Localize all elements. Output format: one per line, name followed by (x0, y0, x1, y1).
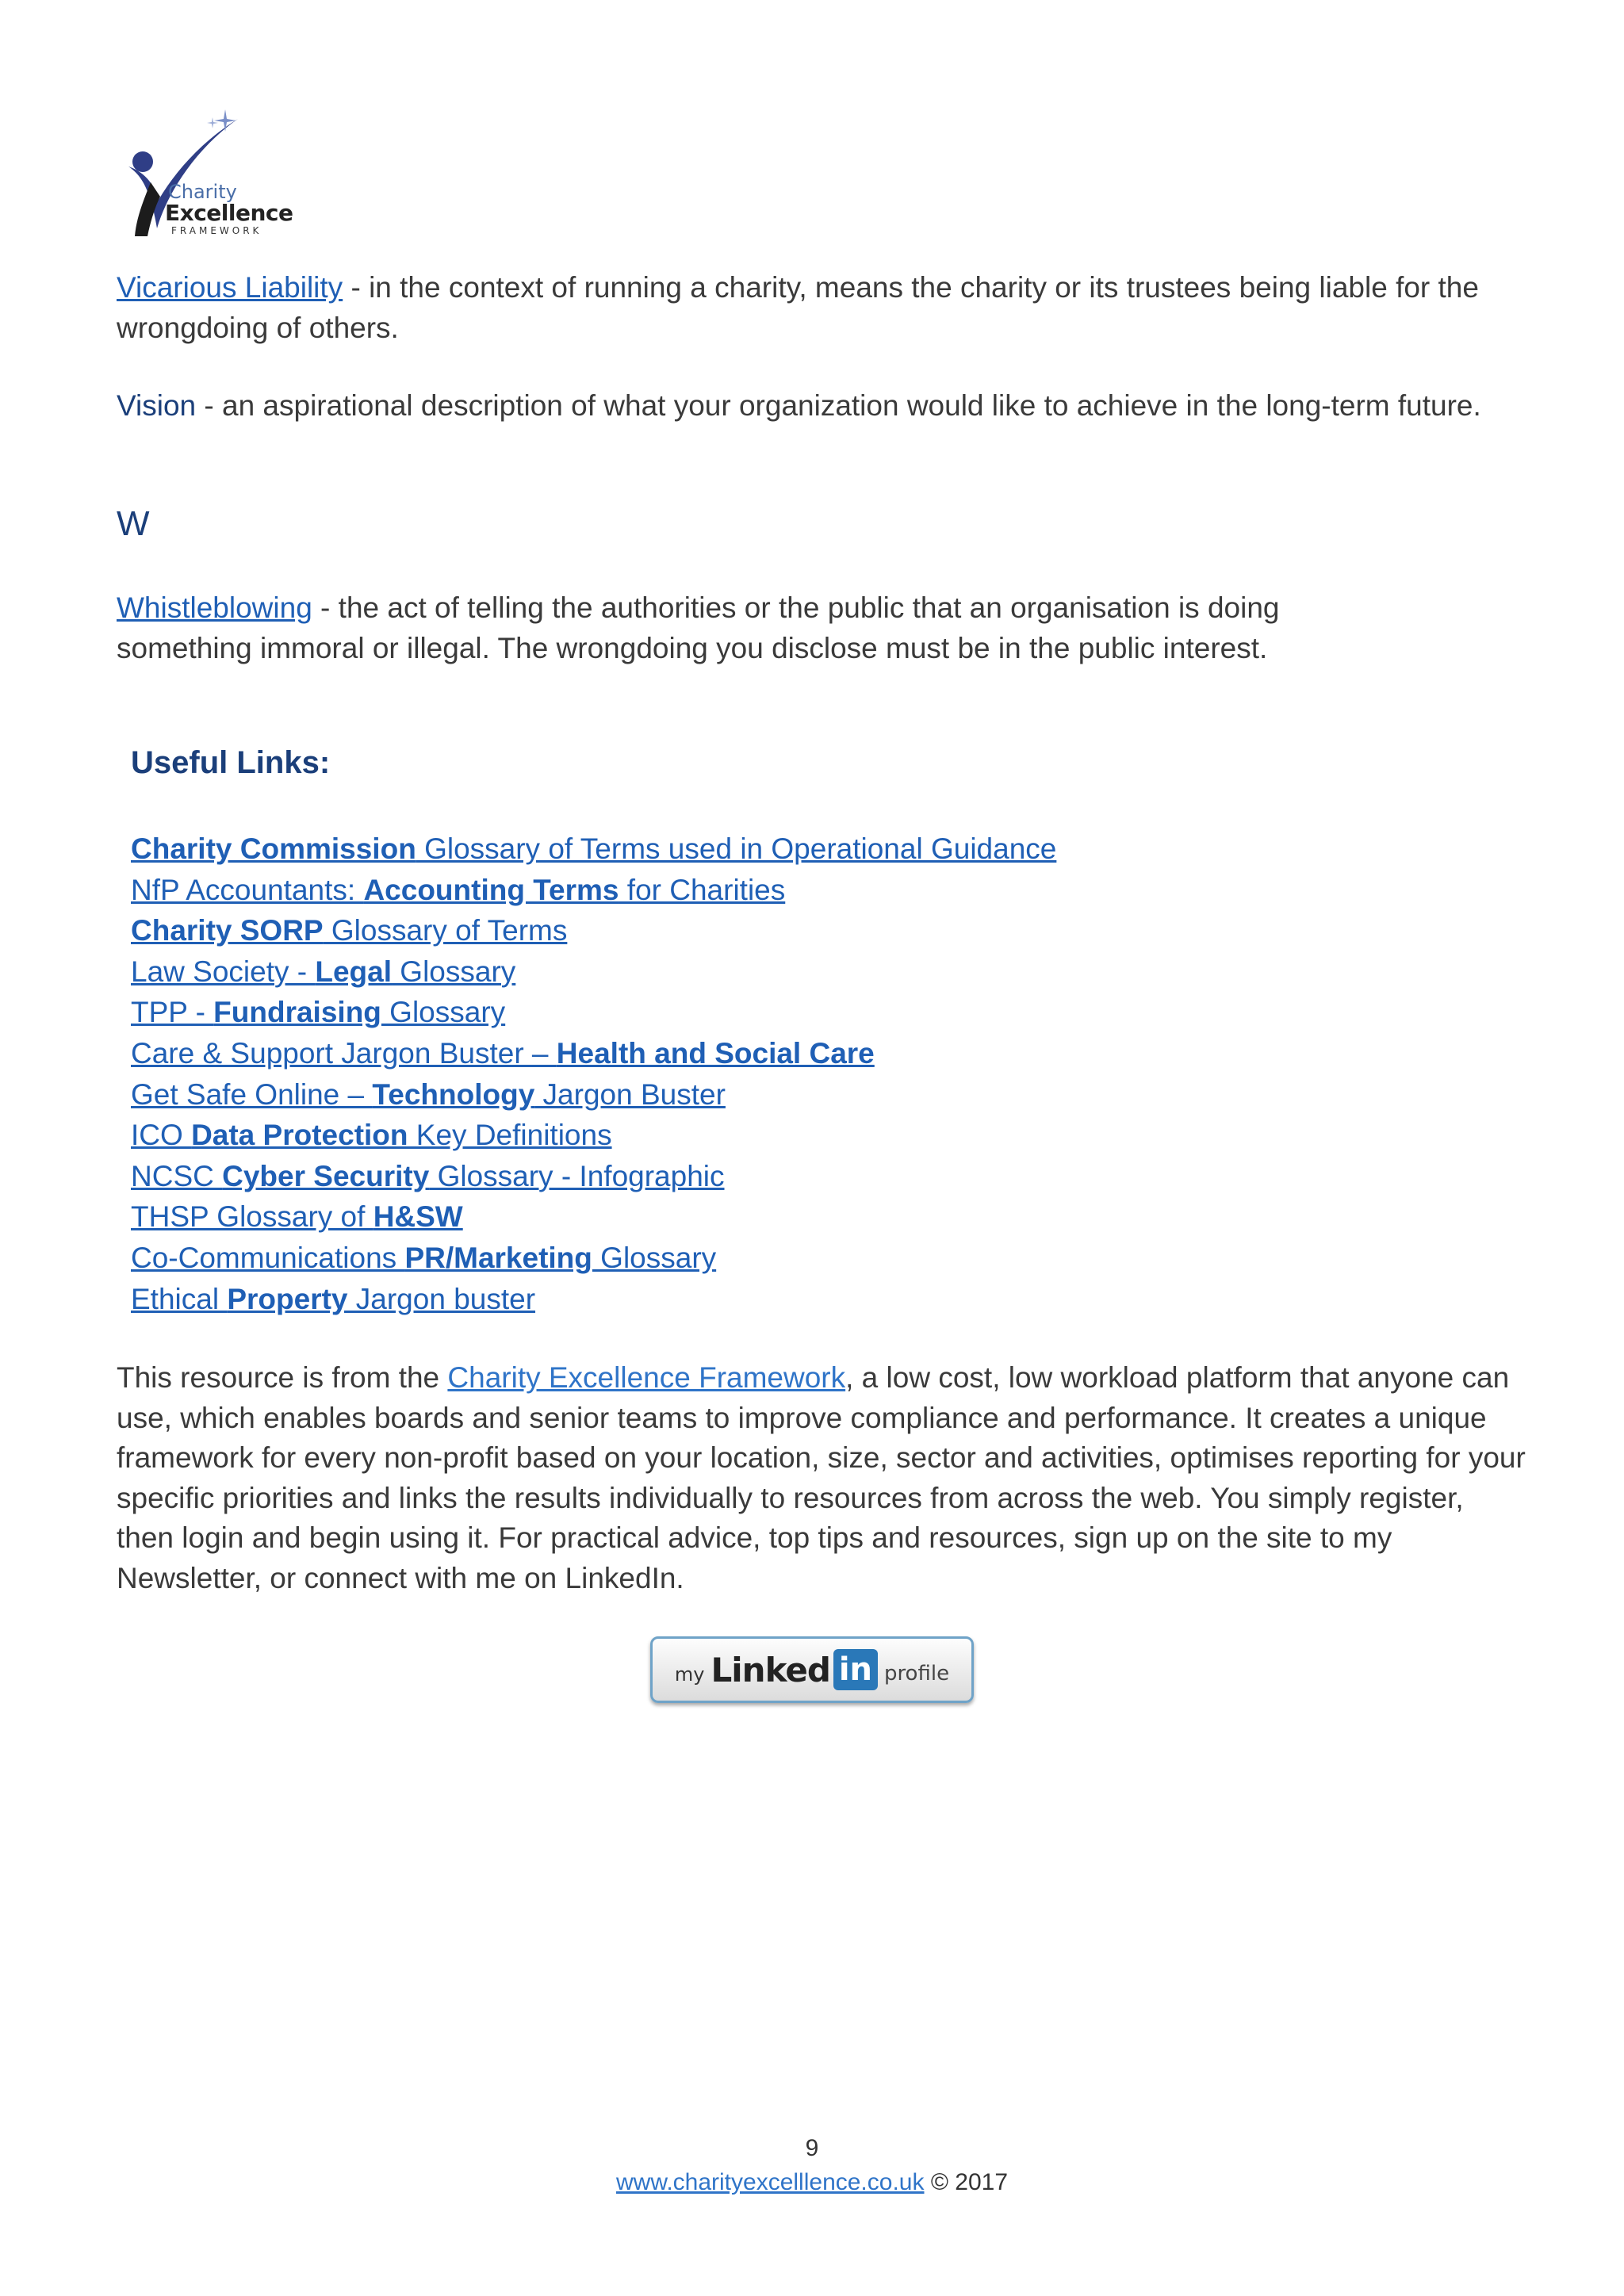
letter-heading-w: W (117, 504, 150, 543)
linkedin-my-text: my (674, 1663, 705, 1686)
logo-text-framework: FRAMEWORK (171, 225, 262, 236)
list-item (131, 870, 1056, 911)
link-health-social-care[interactable]: Care & Support Jargon Buster – Health and Social Care (131, 1036, 875, 1070)
definition-text: - an aspirational description of what your organization would like to achieve in the long-term future. (196, 389, 1481, 422)
definition-text: - in the context of running a charity, means the charity or its trustees being liable for the wrongdoing of others. (117, 271, 1479, 344)
list-item (131, 992, 1056, 1033)
useful-links-heading: Useful Links: (131, 745, 331, 780)
link-hsw-glossary[interactable]: THSP Glossary of H&SW (131, 1200, 463, 1234)
page-number: 9 (805, 2135, 819, 2161)
glossary-entry-whistleblowing (117, 587, 1401, 668)
charity-excellence-logo (119, 103, 309, 243)
link-pr-marketing-glossary[interactable]: Co-Communications PR/Marketing Glossary (131, 1241, 717, 1274)
footer-website-link[interactable]: www.charityexcelllence.co.uk (615, 2169, 925, 2195)
list-item (131, 1074, 1056, 1115)
list-item (131, 951, 1056, 993)
resource-paragraph: This resource is from the Charity Excellence Framework, a low cost, low workload platform that anyone can use, which enables boards and senior teams to improve compliance and performance. It creates a unique framework for every non-profit based on your location, size, sector and activities, optimises reporting for your specific priorities and links the results individually to resources from across the web. You simply register, then login and begin using it. For practical advice, top tips and resources, sign up on the site to my Newsletter, or connect with me on LinkedIn. (117, 1361, 1526, 1594)
term-link-vicarious-liability[interactable]: Vicarious Liability (117, 271, 343, 304)
list-item (131, 1238, 1056, 1279)
link-cyber-security-glossary[interactable]: NCSC Cyber Security Glossary - Infographic (131, 1159, 725, 1192)
footer-copyright: © 2017 (924, 2169, 1008, 2195)
term-link-whistleblowing[interactable]: Whistleblowing (117, 591, 312, 624)
list-item (131, 1033, 1056, 1074)
logo-text-excellence: Excellence (165, 200, 293, 226)
page-footer (0, 2169, 1624, 2196)
link-property-jargon-buster[interactable]: Ethical Property Jargon buster (131, 1282, 536, 1315)
link-charity-sorp-glossary[interactable]: Charity SORP Glossary of Terms (131, 914, 568, 947)
link-charity-commission-glossary[interactable]: Charity Commission Glossary of Terms used in Operational Guidance (131, 832, 1057, 865)
link-legal-glossary[interactable]: Law Society - Legal Glossary (131, 955, 516, 988)
link-fundraising-glossary[interactable]: TPP - Fundraising Glossary (131, 996, 506, 1029)
glossary-entry-vicarious-liability (117, 267, 1512, 348)
definition-text: - the act of telling the authorities or the public that an organisation is doing something immoral or illegal. The wrongdoing you disclose must be in the public interest. (117, 591, 1280, 664)
list-item (131, 828, 1056, 870)
linkedin-profile-text: profile (883, 1662, 950, 1686)
link-data-protection-definitions[interactable]: ICO Data Protection Key Definitions (131, 1119, 612, 1152)
link-technology-jargon-buster[interactable]: Get Safe Online – Technology Jargon Buster (131, 1077, 726, 1111)
linkedin-in-icon: in (833, 1649, 878, 1690)
list-item (131, 1279, 1056, 1320)
logo-text-charity: Charity (168, 181, 237, 203)
list-item (131, 1196, 1056, 1238)
linkedin-profile-button[interactable] (650, 1636, 974, 1703)
useful-links-list (131, 828, 1056, 1319)
charity-excellence-framework-link[interactable]: Charity Excellence Framework (447, 1361, 846, 1394)
list-item (131, 910, 1056, 951)
term-vision: Vision (117, 389, 197, 422)
glossary-entry-vision (117, 385, 1512, 426)
linkedin-logo-text: Linked (710, 1650, 830, 1689)
list-item (131, 1115, 1056, 1156)
list-item (131, 1156, 1056, 1197)
link-accounting-terms[interactable]: NfP Accountants: Accounting Terms for Charities (131, 873, 786, 906)
